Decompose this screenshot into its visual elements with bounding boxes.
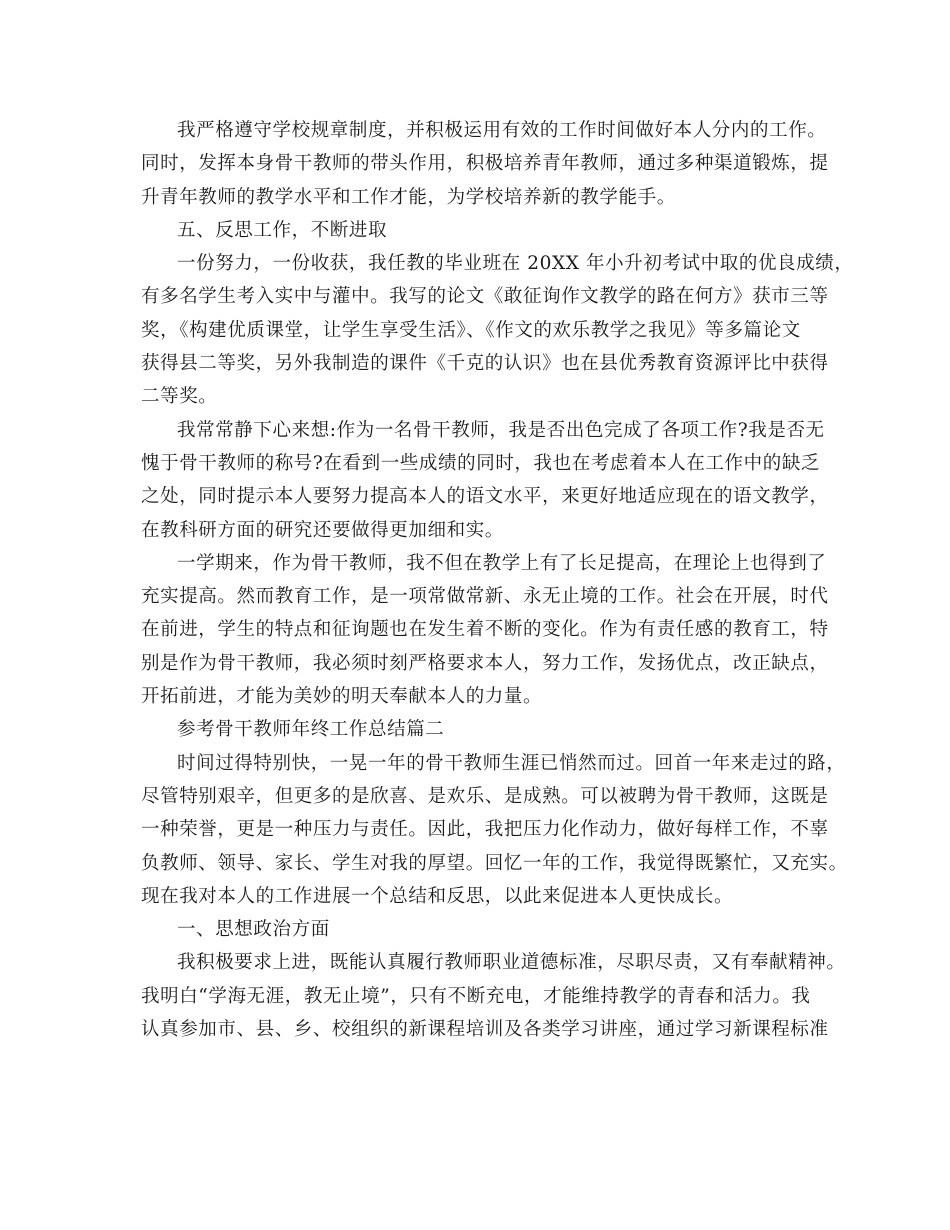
paragraph-first-line: 我常常静下心来想:作为一名骨干教师，我是否出色完成了各项工作?我是否无 [177,419,825,441]
paragraph-first-line: 五、反思工作，不断进取 [177,219,388,241]
paragraph-line: 我明白“学海无涯，教无止境”，只有不断充电，才能维持教学的青春和活力。我 [141,985,811,1007]
paragraph-first-line: 我积极要求上进，既能认真履行教师职业道德标准，尽职尽责，又有奉献精神。 [177,952,846,974]
paragraph-line: 在教科研方面的研究还要做得更加细和实。 [141,519,504,541]
paragraph-first-line: 一份努力，一份收获，我任教的毕业班在 20XX 年小升初考试中取的优良成绩， [177,253,854,275]
paragraph-line: 同时，发挥本身骨干教师的带头作用，积极培养青年教师，通过多种渠道锻炼，提 [141,153,829,175]
paragraph-line: 现在我对本人的工作进展一个总结和反思，以此来促进本人更快成长。 [141,885,734,907]
paragraph-first-line: 参考骨干教师年终工作总结篇二 [177,719,445,741]
paragraph-line: 负教师、领导、家长、学生对我的厚望。回忆一年的工作，我觉得既繁忙，又充实。 [141,852,848,874]
paragraph-line: 愧于骨干教师的称号?在看到一些成绩的同时，我也在考虑着本人在工作中的缺乏 [141,452,821,474]
paragraph-line: 开拓前进，才能为美妙的明天奉献本人的力量。 [141,686,543,708]
paragraph-line: 在前进，学生的特点和征询题也在发生着不断的变化。作为有责任感的教育工，特 [141,619,829,641]
paragraph-line: 别是作为骨干教师，我必须时刻严格要求本人，努力工作，发扬优点，改正缺点， [141,652,829,674]
paragraph-line: 有多名学生考入实中与灌中。我写的论文《敢征询作文教学的路在何方》获市三等 [141,286,829,308]
paragraph-line: 之处，同时提示本人要努力提高本人的语文水平，来更好地适应现在的语文教学， [141,486,829,508]
paragraph-line: 一种荣誉，更是一种压力与责任。因此，我把压力化作动力，做好每样工作，不辜 [141,819,829,841]
paragraph-line: 认真参加市、县、乡、校组织的新课程培训及各类学习讲座，通过学习新课程标准 [141,1019,829,1041]
paragraph-first-line: 一学期来，作为骨干教师，我不但在教学上有了长足提高，在理论上也得到了 [177,552,827,574]
paragraph-line: 充实提高。然而教育工作，是一项常做常新、永无止境的工作。社会在开展，时代 [141,586,829,608]
paragraph-first-line: 时间过得特别快，一晃一年的骨干教师生涯已悄然而过。回首一年来走过的路， [177,752,846,774]
paragraph-first-line: 一、思想政治方面 [177,919,330,941]
paragraph-line: 升青年教师的教学水平和工作才能，为学校培养新的教学能手。 [141,186,676,208]
document-body [141,114,854,1046]
paragraph-first-line: 我严格遵守学校规章制度，并积极运用有效的工作时间做好本人分内的工作。 [177,120,827,141]
paragraph-line: 获得县二等奖，另外我制造的课件《千克的认识》也在县优秀教育资源评比中获得 [141,353,829,375]
paragraph-line: 尽管特别艰辛，但更多的是欣喜、是欢乐、是成熟。可以被聘为骨干教师，这既是 [141,785,829,807]
paragraph-line: 二等奖。 [141,386,218,408]
paragraph-line: 奖，《构建优质课堂，让学生享受生活》、《作文的欢乐教学之我见》等多篇论文 [141,319,801,341]
